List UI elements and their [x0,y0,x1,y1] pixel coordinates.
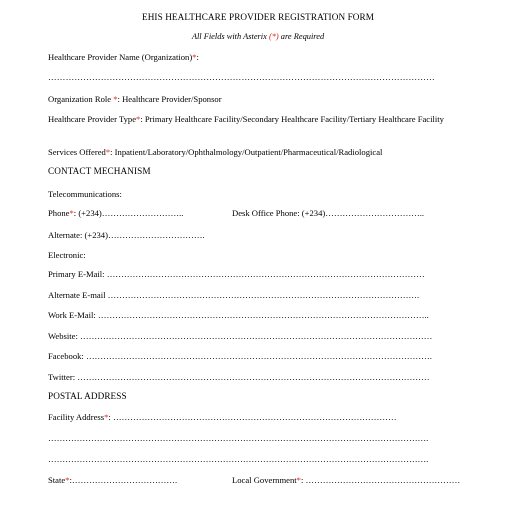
state-field[interactable]: State*:………………………………. [48,475,178,485]
organization-role-line: Organization Role *: Healthcare Provider/Sponsor [48,94,222,104]
primary-email-field[interactable]: Primary E-Mail: ………………………………………………………………………………………………… [48,269,425,279]
provider-type-line: Healthcare Provider Type*: Primary Healthcare Facility/Secondary Healthcare Facility/Tertiary Healthcare Facility [48,114,444,124]
twitter-field[interactable]: Twitter: …………………………………………………………………………………………………………… [48,372,430,382]
facility-address-line-3[interactable]: ……………………………………………………………………………………………………………………. [48,454,429,464]
contact-mechanism-heading: CONTACT MECHANISM [48,166,151,176]
subtitle-text-end: are Required [278,32,325,41]
subtitle-text: All Fields with Asterix [191,32,269,41]
required-asterisk: * [65,475,70,485]
telecommunications-heading: Telecommunications: [48,189,122,199]
form-subtitle [0,31,516,42]
required-asterisk: * [113,94,118,104]
facility-address-line-2[interactable]: ……………………………………………………………………………………………………………………. [48,433,429,443]
website-field[interactable]: Website: …………………………………………………………………………………………………………… [48,331,433,341]
required-asterisk: * [296,475,301,485]
subtitle-asterisk: (*) [268,32,279,41]
required-asterisk: * [69,208,74,218]
electronic-heading: Electronic: [48,250,86,260]
facility-address-field[interactable]: Facility Address*: ……………………………………………………………………………………… [48,412,397,422]
postal-address-heading: POSTAL ADDRESS [48,391,127,401]
alternate-email-field[interactable]: Alternate E-mail ………………………………………………………………………………………………. [48,290,420,300]
required-asterisk: * [104,412,109,422]
provider-name-field[interactable]: …………………………………………………………………………………………………………………… [48,72,435,82]
form-title: EHIS HEALTHCARE PROVIDER REGISTRATION FORM [141,12,375,22]
required-asterisk: * [192,52,197,62]
desk-office-phone-field[interactable]: Desk Office Phone: (+234)…………………………….. [232,208,425,218]
required-asterisk: * [105,147,111,157]
alternate-phone-field[interactable]: Alternate: (+234)……………………………. [48,230,205,240]
work-email-field[interactable]: Work E-Mail: …………………………………………………………………………………………………….. [48,310,429,320]
services-offered-line: Services Offered*: Inpatient/Laboratory/Ophthalmology/Outpatient/Pharmaceutical/Radiological [48,147,383,157]
phone-field[interactable]: Phone*: (+234)……………………….. [48,208,184,218]
facebook-field[interactable]: Facebook: …………………………………………………………………………………………………………. [48,351,432,361]
local-government-field[interactable]: Local Government*: ……………………………………………… [232,475,461,485]
required-asterisk: * [136,114,141,124]
provider-name-label: Healthcare Provider Name (Organization)*: [48,52,199,62]
